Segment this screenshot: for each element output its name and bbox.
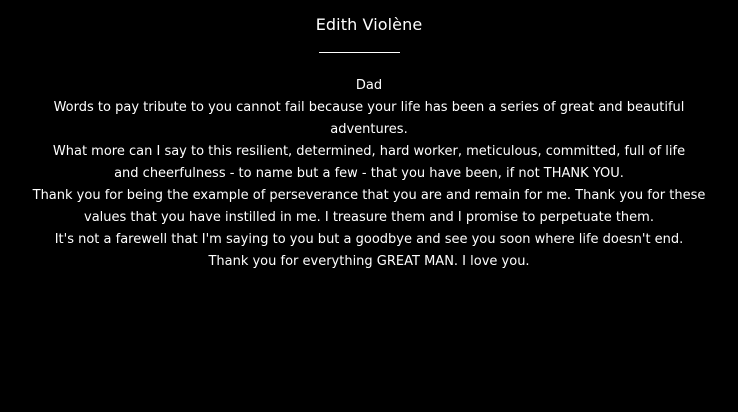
message-paragraph: Words to pay tribute to you cannot fail because your life has been a series of great and beautiful adventures. — [53, 100, 685, 137]
message-paragraph: It's not a farewell that I'm saying to you but a goodbye and see you soon where life doesn't end. — [54, 232, 684, 247]
message-paragraph: Thank you for everything GREAT MAN. I love you. — [208, 254, 530, 269]
message-paragraph: What more can I say to this resilient, determined, hard worker, meticulous, committed, full of life and cheerfulness - to name but a few - that you have been, if not THANK YOU. — [52, 144, 686, 181]
message-paragraph: Thank you for being the example of perseverance that you are and remain for me. Thank you for these values that you have instilled in me. I treasure them and I promise to perpetuate them. — [32, 188, 706, 225]
title-divider — [319, 52, 400, 53]
salutation: Dad — [355, 78, 383, 93]
tribute-message — [20, 75, 718, 273]
author-name: Edith Violène — [315, 15, 423, 34]
